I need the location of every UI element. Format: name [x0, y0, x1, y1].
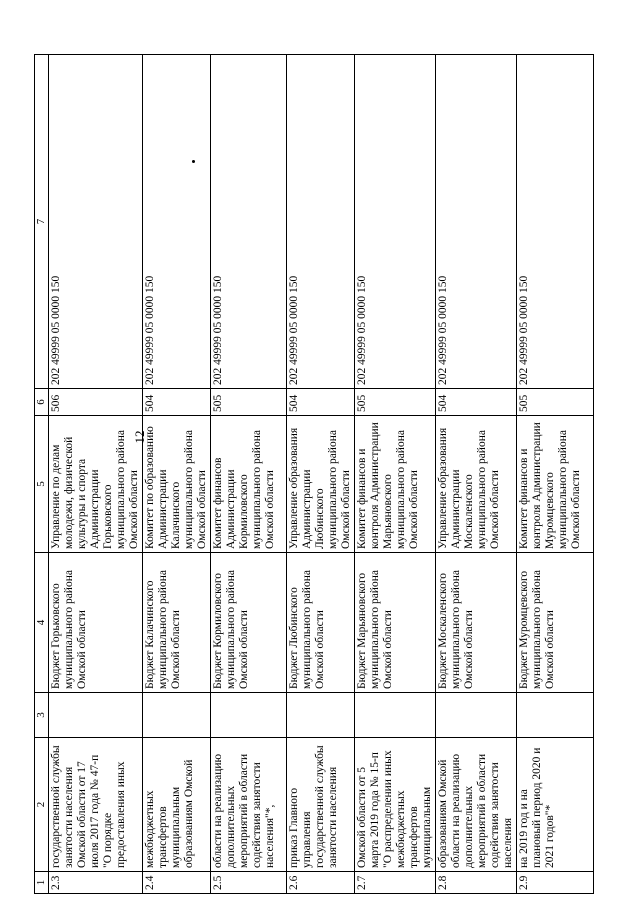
column-3-cell [211, 693, 287, 738]
basis-cell: Омской области от 5 марта 2019 года № 15-п "О распределении иных межбюджетных трансфертов муниципальным [355, 738, 436, 872]
row-number: 2.7 [355, 872, 436, 894]
header-cell: 4 [35, 553, 49, 693]
kbk-cell: 202 49999 05 0000 150 [143, 55, 211, 389]
code-cell: 504 [436, 389, 517, 416]
code-cell: 504 [287, 389, 355, 416]
administrator-cell: Управление по делам молодежи, физической культуры и спорта Администрации Горьковского муниципального района Омской области [49, 416, 143, 553]
row-number: 2.8 [436, 872, 517, 894]
row-number: 2.6 [287, 872, 355, 894]
kbk-cell: 202 49999 05 0000 150 [355, 55, 436, 389]
basis-cell: межбюджетных трансфертов муниципальным образованиям Омской [143, 738, 211, 872]
header-cell: 6 [35, 389, 49, 416]
kbk-cell: 202 49999 05 0000 150 [287, 55, 355, 389]
row-number: 2.9 [517, 872, 594, 894]
budget-cell: Бюджет Калачинского муниципального района Омской области [143, 553, 211, 693]
column-3-cell [287, 693, 355, 738]
kbk-cell: 202 49999 05 0000 150 [436, 55, 517, 389]
table-row [143, 55, 211, 894]
basis-cell: области на реализацию дополнительных мероприятий в области содействия занятости населения"*, [211, 738, 287, 872]
table-header-row [35, 55, 49, 894]
header-cell: 2 [35, 738, 49, 872]
kbk-cell: 202 49999 05 0000 150 [211, 55, 287, 389]
basis-cell: образованиям Омской области на реализацию дополнительных мероприятий в области содействия занятости населения [436, 738, 517, 872]
table-row [287, 55, 355, 894]
budget-cell: Бюджет Горьковского муниципального района Омской области [49, 553, 143, 693]
basis-cell: приказ Главного управления государственной службы занятости населения [287, 738, 355, 872]
administrator-cell: Комитет финансов и контроля Администрации Марьяновского муниципального района Омской области [355, 416, 436, 553]
budget-cell: Бюджет Москаленского муниципального района Омской области [436, 553, 517, 693]
table-row [355, 55, 436, 894]
table-row [517, 55, 594, 894]
header-cell: 1 [35, 872, 49, 894]
budget-cell: Бюджет Любинского муниципального района Омской области [287, 553, 355, 693]
page-number: 12 [132, 430, 147, 444]
code-cell: 506 [49, 389, 143, 416]
kbk-cell: 202 49999 05 0000 150 [49, 55, 143, 389]
code-cell: 504 [143, 389, 211, 416]
row-number: 2.5 [211, 872, 287, 894]
row-number: 2.4 [143, 872, 211, 894]
rotated-table-container [34, 54, 582, 894]
code-cell: 505 [355, 389, 436, 416]
administrator-cell: Комитет финансов Администрации Кормиловского муниципального района Омской области [211, 416, 287, 553]
header-cell: 3 [35, 693, 49, 738]
header-cell: 7 [35, 55, 49, 389]
basis-cell: на 2019 год и на плановый период 2020 и 2021 годов"* [517, 738, 594, 872]
administrator-cell: Комитет финансов и контроля Администрации Муромцевского муниципального района Омской области [517, 416, 594, 553]
column-3-cell [49, 693, 143, 738]
administrator-cell: Управление образования Администрации Москаленского муниципального района Омской области [436, 416, 517, 553]
kbk-cell: 202 49999 05 0000 150 [517, 55, 594, 389]
header-cell: 5 [35, 416, 49, 553]
budget-cell: Бюджет Кормиловского муниципального района Омской области [211, 553, 287, 693]
code-cell: 505 [211, 389, 287, 416]
code-cell: 505 [517, 389, 594, 416]
column-3-cell [143, 693, 211, 738]
budget-cell: Бюджет Марьяновского муниципального района Омской области [355, 553, 436, 693]
basis-cell: государственной службы занятости населения Омской области от 17 июля 2017 года № 47-п "О порядке предоставления иных [49, 738, 143, 872]
table-row [211, 55, 287, 894]
column-3-cell [517, 693, 594, 738]
rotated-table-wrapper [34, 54, 582, 894]
table-row [49, 55, 143, 894]
row-number: 2.3 [49, 872, 143, 894]
column-3-cell [436, 693, 517, 738]
data-table [34, 54, 594, 894]
table-row [436, 55, 517, 894]
administrator-cell: Комитет по образованию Администрации Калачинского муниципального района Омской области [143, 416, 211, 553]
budget-cell: Бюджет Муромцевского муниципального района Омской области [517, 553, 594, 693]
administrator-cell: Управление образования Администрации Любинского муниципального района Омской области [287, 416, 355, 553]
column-3-cell [355, 693, 436, 738]
